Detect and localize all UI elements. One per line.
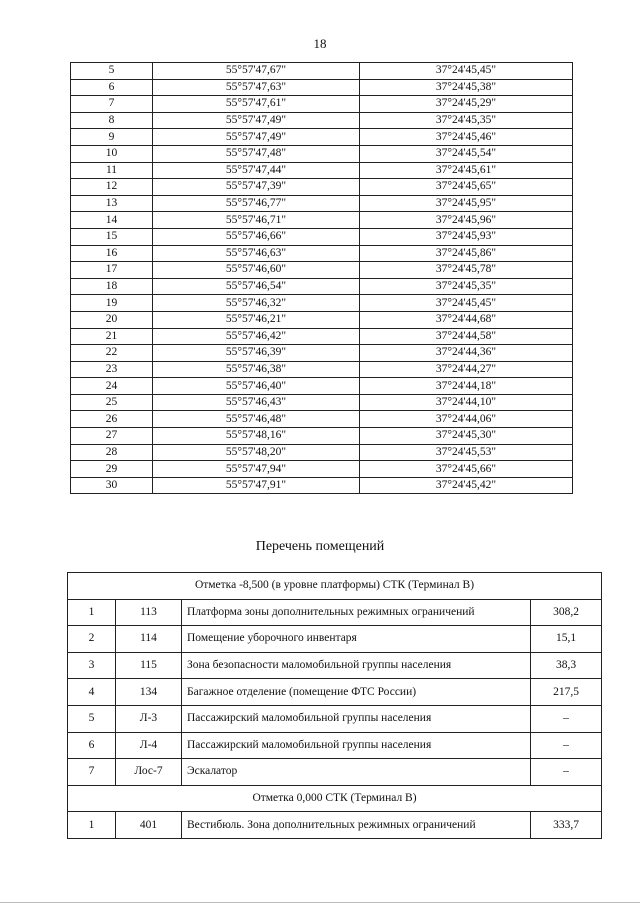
latitude-cell: 55°57'47,61" [153, 96, 360, 113]
latitude-cell: 55°57'46,38" [153, 361, 360, 378]
latitude-cell: 55°57'46,54" [153, 278, 360, 295]
coordinate-row [71, 311, 573, 328]
point-number-cell: 29 [71, 461, 153, 478]
coordinate-row [71, 361, 573, 378]
point-number-cell: 16 [71, 245, 153, 262]
coordinate-row [71, 145, 573, 162]
longitude-cell: 37°24'44,58" [360, 328, 573, 345]
point-number-cell: 12 [71, 179, 153, 196]
room-area-cell: 15,1 [531, 626, 602, 653]
coordinates-table [70, 62, 573, 494]
coordinate-row [71, 63, 573, 80]
room-index-cell: 3 [68, 652, 116, 679]
room-name-cell: Пассажирский маломобильной группы населения [182, 705, 531, 732]
room-code-cell: 114 [116, 626, 182, 653]
rooms-list-title: Перечень помещений [255, 539, 385, 554]
coordinate-row [71, 262, 573, 279]
coordinate-row [71, 79, 573, 96]
room-code-cell: 113 [116, 599, 182, 626]
room-row [68, 812, 602, 839]
longitude-cell: 37°24'45,42" [360, 477, 573, 494]
room-area-cell: 308,2 [531, 599, 602, 626]
point-number-cell: 21 [71, 328, 153, 345]
coordinate-row [71, 444, 573, 461]
latitude-cell: 55°57'47,48" [153, 145, 360, 162]
room-code-cell: Л-3 [116, 705, 182, 732]
coordinate-row [71, 112, 573, 129]
point-number-cell: 20 [71, 311, 153, 328]
point-number-cell: 14 [71, 212, 153, 229]
point-number-cell: 25 [71, 394, 153, 411]
room-row [68, 626, 602, 653]
latitude-cell: 55°57'46,48" [153, 411, 360, 428]
coordinate-row [71, 394, 573, 411]
coordinate-row [71, 411, 573, 428]
longitude-cell: 37°24'45,45" [360, 63, 573, 80]
latitude-cell: 55°57'46,42" [153, 328, 360, 345]
longitude-cell: 37°24'45,66" [360, 461, 573, 478]
latitude-cell: 55°57'47,49" [153, 112, 360, 129]
room-index-cell: 2 [68, 626, 116, 653]
latitude-cell: 55°57'47,67" [153, 63, 360, 80]
point-number-cell: 26 [71, 411, 153, 428]
rooms-section-header: Отметка -8,500 (в уровне платформы) СТК (Терминал В) [68, 573, 602, 600]
point-number-cell: 7 [71, 96, 153, 113]
longitude-cell: 37°24'45,38" [360, 79, 573, 96]
latitude-cell: 55°57'47,91" [153, 477, 360, 494]
latitude-cell: 55°57'46,39" [153, 345, 360, 362]
room-row [68, 679, 602, 706]
point-number-cell: 15 [71, 228, 153, 245]
point-number-cell: 30 [71, 477, 153, 494]
point-number-cell: 9 [71, 129, 153, 146]
latitude-cell: 55°57'46,71" [153, 212, 360, 229]
point-number-cell: 13 [71, 195, 153, 212]
coordinate-row [71, 345, 573, 362]
room-row [68, 705, 602, 732]
room-index-cell: 6 [68, 732, 116, 759]
room-index-cell: 1 [68, 599, 116, 626]
point-number-cell: 6 [71, 79, 153, 96]
longitude-cell: 37°24'44,06" [360, 411, 573, 428]
room-area-cell: 333,7 [531, 812, 602, 839]
latitude-cell: 55°57'46,40" [153, 378, 360, 395]
longitude-cell: 37°24'45,53" [360, 444, 573, 461]
room-area-cell: – [531, 705, 602, 732]
coordinate-row [71, 328, 573, 345]
page-number: 18 [313, 36, 327, 51]
coordinate-row [71, 428, 573, 445]
longitude-cell: 37°24'45,54" [360, 145, 573, 162]
coordinate-row [71, 245, 573, 262]
rooms-section-header-row [68, 785, 602, 812]
coordinate-row [71, 129, 573, 146]
coordinate-row [71, 212, 573, 229]
room-name-cell: Багажное отделение (помещение ФТС России) [182, 679, 531, 706]
coordinate-row [71, 228, 573, 245]
point-number-cell: 5 [71, 63, 153, 80]
room-row [68, 599, 602, 626]
longitude-cell: 37°24'45,35" [360, 112, 573, 129]
coordinate-row [71, 461, 573, 478]
point-number-cell: 17 [71, 262, 153, 279]
point-number-cell: 27 [71, 428, 153, 445]
latitude-cell: 55°57'47,63" [153, 79, 360, 96]
room-index-cell: 7 [68, 759, 116, 786]
longitude-cell: 37°24'45,86" [360, 245, 573, 262]
room-name-cell: Пассажирский маломобильной группы населения [182, 732, 531, 759]
room-row [68, 652, 602, 679]
rooms-table [67, 572, 602, 839]
room-index-cell: 5 [68, 705, 116, 732]
room-code-cell: 401 [116, 812, 182, 839]
coordinate-row [71, 477, 573, 494]
room-code-cell: Л-4 [116, 732, 182, 759]
longitude-cell: 37°24'45,95" [360, 195, 573, 212]
point-number-cell: 10 [71, 145, 153, 162]
latitude-cell: 55°57'47,44" [153, 162, 360, 179]
coordinate-row [71, 96, 573, 113]
room-name-cell: Платформа зоны дополнительных режимных ограничений [182, 599, 531, 626]
room-area-cell: – [531, 759, 602, 786]
point-number-cell: 22 [71, 345, 153, 362]
room-code-cell: 115 [116, 652, 182, 679]
room-area-cell: 217,5 [531, 679, 602, 706]
room-name-cell: Зона безопасности маломобильной группы населения [182, 652, 531, 679]
latitude-cell: 55°57'48,20" [153, 444, 360, 461]
coordinate-row [71, 295, 573, 312]
room-code-cell: 134 [116, 679, 182, 706]
room-name-cell: Эскалатор [182, 759, 531, 786]
latitude-cell: 55°57'46,66" [153, 228, 360, 245]
longitude-cell: 37°24'45,46" [360, 129, 573, 146]
room-name-cell: Вестибюль. Зона дополнительных режимных ограничений [182, 812, 531, 839]
point-number-cell: 19 [71, 295, 153, 312]
coordinates-table-body [71, 63, 573, 494]
longitude-cell: 37°24'44,36" [360, 345, 573, 362]
longitude-cell: 37°24'44,10" [360, 394, 573, 411]
latitude-cell: 55°57'47,49" [153, 129, 360, 146]
rooms-table-body [68, 573, 602, 839]
latitude-cell: 55°57'46,21" [153, 311, 360, 328]
longitude-cell: 37°24'45,96" [360, 212, 573, 229]
longitude-cell: 37°24'44,68" [360, 311, 573, 328]
coordinate-row [71, 162, 573, 179]
coordinate-row [71, 179, 573, 196]
room-area-cell: 38,3 [531, 652, 602, 679]
rooms-section-header-row [68, 573, 602, 600]
coordinate-row [71, 378, 573, 395]
latitude-cell: 55°57'47,94" [153, 461, 360, 478]
point-number-cell: 23 [71, 361, 153, 378]
longitude-cell: 37°24'44,27" [360, 361, 573, 378]
latitude-cell: 55°57'46,63" [153, 245, 360, 262]
point-number-cell: 18 [71, 278, 153, 295]
longitude-cell: 37°24'45,30" [360, 428, 573, 445]
latitude-cell: 55°57'46,60" [153, 262, 360, 279]
room-row [68, 759, 602, 786]
latitude-cell: 55°57'47,39" [153, 179, 360, 196]
point-number-cell: 28 [71, 444, 153, 461]
rooms-section-header: Отметка 0,000 СТК (Терминал В) [68, 785, 602, 812]
latitude-cell: 55°57'46,77" [153, 195, 360, 212]
room-row [68, 732, 602, 759]
room-index-cell: 4 [68, 679, 116, 706]
longitude-cell: 37°24'44,18" [360, 378, 573, 395]
latitude-cell: 55°57'46,32" [153, 295, 360, 312]
longitude-cell: 37°24'45,65" [360, 179, 573, 196]
longitude-cell: 37°24'45,29" [360, 96, 573, 113]
longitude-cell: 37°24'45,93" [360, 228, 573, 245]
room-name-cell: Помещение уборочного инвентаря [182, 626, 531, 653]
room-area-cell: – [531, 732, 602, 759]
point-number-cell: 24 [71, 378, 153, 395]
point-number-cell: 8 [71, 112, 153, 129]
longitude-cell: 37°24'45,45" [360, 295, 573, 312]
latitude-cell: 55°57'46,43" [153, 394, 360, 411]
longitude-cell: 37°24'45,78" [360, 262, 573, 279]
room-code-cell: Лос-7 [116, 759, 182, 786]
room-index-cell: 1 [68, 812, 116, 839]
longitude-cell: 37°24'45,35" [360, 278, 573, 295]
point-number-cell: 11 [71, 162, 153, 179]
coordinate-row [71, 278, 573, 295]
coordinate-row [71, 195, 573, 212]
latitude-cell: 55°57'48,16" [153, 428, 360, 445]
longitude-cell: 37°24'45,61" [360, 162, 573, 179]
